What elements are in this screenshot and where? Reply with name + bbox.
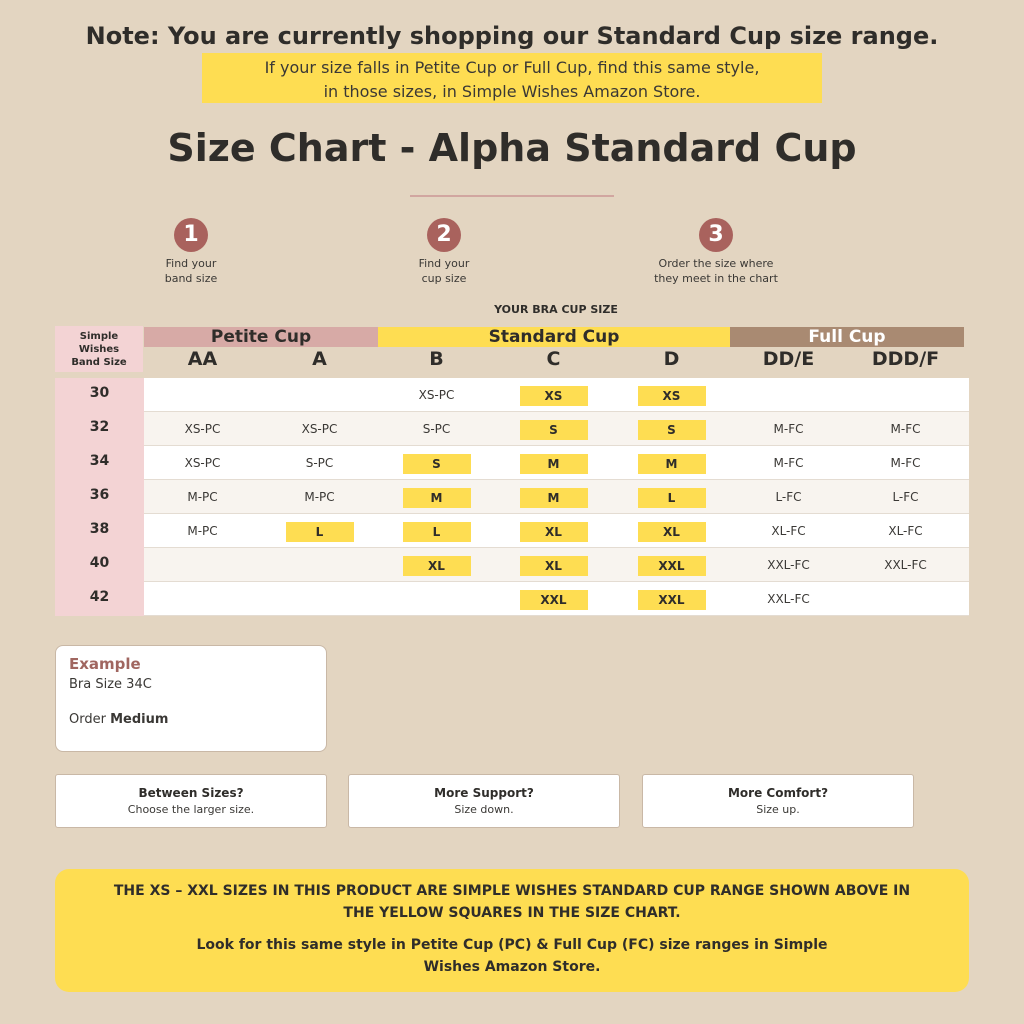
size-cell — [378, 582, 495, 616]
step-1-line2: band size — [164, 272, 218, 285]
step-1 — [111, 218, 271, 286]
size-value: M-FC — [773, 422, 804, 436]
info-banner — [55, 869, 969, 992]
column-header-b: B — [429, 348, 444, 370]
band-size-cell: 30 — [55, 378, 144, 412]
standard-size-chip: L — [286, 522, 354, 542]
size-cell — [730, 412, 847, 446]
size-cell — [144, 412, 261, 446]
table-row — [55, 514, 969, 548]
size-value: S-PC — [305, 456, 334, 470]
size-value: M-PC — [187, 524, 218, 538]
size-cell — [261, 412, 378, 446]
size-cell — [613, 514, 730, 548]
note-sub-line2: in those sizes, in Simple Wishes Amazon Store. — [323, 82, 701, 101]
step-2-number-icon: 2 — [427, 218, 461, 252]
step-1-line1: Find your — [165, 257, 217, 270]
standard-size-chip: S — [638, 420, 706, 440]
size-value: M-FC — [773, 456, 804, 470]
band-size-cell: 38 — [55, 514, 144, 548]
size-value: XS-PC — [184, 422, 221, 436]
size-cell — [847, 412, 964, 446]
standard-size-chip: XL — [638, 522, 706, 542]
size-cell — [495, 548, 612, 582]
tip-more-comfort — [642, 774, 914, 828]
size-cell — [730, 378, 847, 412]
size-cell — [495, 582, 612, 616]
size-value: XS-PC — [301, 422, 338, 436]
standard-size-chip: M — [403, 488, 471, 508]
standard-size-chip: XL — [403, 556, 471, 576]
band-size-cell: 40 — [55, 548, 144, 582]
size-cell — [613, 582, 730, 616]
column-header-ddd-f: DDD/F — [871, 348, 940, 370]
note-headline: Note: You are currently shopping our Standard Cup size range. — [85, 22, 939, 50]
standard-size-chip: XXL — [638, 556, 706, 576]
table-row — [55, 582, 969, 616]
column-header-aa: AA — [187, 348, 218, 370]
standard-size-chip: XL — [520, 556, 588, 576]
size-cell — [495, 514, 612, 548]
group-header-petite: Petite Cup — [144, 327, 378, 347]
tip-more-support-title: More Support? — [434, 786, 534, 800]
standard-size-chip: XS — [520, 386, 588, 406]
table-row — [55, 480, 969, 514]
size-cell — [144, 480, 261, 514]
size-value: XXL-FC — [767, 592, 810, 606]
band-header-line1: Simple — [79, 331, 119, 342]
step-1-number-icon: 1 — [174, 218, 208, 252]
step-3-line1: Order the size where — [658, 257, 774, 270]
size-cell — [613, 548, 730, 582]
standard-size-chip: L — [638, 488, 706, 508]
band-size-cell: 32 — [55, 412, 144, 446]
size-cell — [261, 582, 378, 616]
size-cell — [144, 378, 261, 412]
step-3 — [636, 218, 796, 286]
band-size-cell: 42 — [55, 582, 144, 616]
group-header-full: Full Cup — [730, 327, 964, 347]
size-cell — [847, 514, 964, 548]
step-1-text — [111, 256, 271, 286]
size-cell — [730, 514, 847, 548]
standard-size-chip: M — [638, 454, 706, 474]
table-row — [55, 378, 969, 412]
size-value: XS-PC — [418, 388, 455, 402]
size-cell — [144, 582, 261, 616]
standard-size-chip: S — [520, 420, 588, 440]
note-sub-line1: If your size falls in Petite Cup or Full Cup, find this same style, — [264, 58, 760, 77]
size-cell — [261, 514, 378, 548]
band-header-line2: Wishes — [78, 344, 120, 355]
band-size-cell: 34 — [55, 446, 144, 480]
band-size-cell: 36 — [55, 480, 144, 514]
size-cell — [378, 446, 495, 480]
step-2 — [364, 218, 524, 286]
example-order-prefix: Order — [69, 712, 111, 727]
size-value: M-PC — [304, 490, 335, 504]
size-value: M-FC — [890, 422, 921, 436]
size-value: XL-FC — [771, 524, 806, 538]
standard-size-chip: M — [520, 454, 588, 474]
standard-size-chip: XL — [520, 522, 588, 542]
size-cell — [378, 548, 495, 582]
tip-between-sizes — [55, 774, 327, 828]
example-order-value: Medium — [110, 712, 169, 727]
size-cell — [730, 582, 847, 616]
size-value: S-PC — [422, 422, 451, 436]
size-cell — [495, 378, 612, 412]
size-value: XXL-FC — [767, 558, 810, 572]
tip-between-sizes-title: Between Sizes? — [138, 786, 244, 800]
band-header-line3: Band Size — [71, 357, 127, 368]
size-cell — [261, 378, 378, 412]
size-cell — [730, 446, 847, 480]
size-cell — [730, 480, 847, 514]
size-value: M-PC — [187, 490, 218, 504]
size-cell — [495, 446, 612, 480]
group-header-standard: Standard Cup — [378, 327, 730, 347]
size-cell — [613, 378, 730, 412]
standard-size-chip: XXL — [638, 590, 706, 610]
standard-size-chip: L — [403, 522, 471, 542]
tip-more-support-text: Size down. — [454, 803, 514, 816]
standard-size-chip: M — [520, 488, 588, 508]
table-row — [55, 548, 969, 582]
size-cell — [613, 446, 730, 480]
note-subtext — [202, 53, 822, 103]
banner-line1: THE XS – XXL SIZES IN THIS PRODUCT ARE SIMPLE WISHES STANDARD CUP RANGE SHOWN ABOVE IN THE YELLOW SQUARES IN THE SIZE CHART. — [113, 883, 911, 921]
size-cell — [378, 480, 495, 514]
size-cell — [378, 378, 495, 412]
step-3-text — [636, 256, 796, 286]
band-size-header — [55, 326, 143, 372]
example-title: Example — [69, 655, 141, 673]
size-value: L-FC — [775, 490, 802, 504]
step-2-line2: cup size — [421, 272, 467, 285]
size-value: XL-FC — [888, 524, 923, 538]
size-cell — [847, 378, 964, 412]
example-order — [69, 712, 313, 727]
column-header-dd-e: DD/E — [762, 348, 815, 370]
size-cell — [144, 548, 261, 582]
banner-line2: Look for this same style in Petite Cup (PC) & Full Cup (FC) size ranges in Simple Wishes Amazon Store. — [196, 937, 828, 975]
tip-between-sizes-text: Choose the larger size. — [127, 803, 255, 816]
size-cell — [613, 480, 730, 514]
table-row — [55, 446, 969, 480]
size-value: L-FC — [892, 490, 919, 504]
size-cell — [730, 548, 847, 582]
size-value: XS-PC — [184, 456, 221, 470]
size-cell — [495, 412, 612, 446]
size-cell — [378, 412, 495, 446]
size-cell — [261, 480, 378, 514]
step-2-text — [364, 256, 524, 286]
size-cell — [144, 514, 261, 548]
size-value: M-FC — [890, 456, 921, 470]
example-card — [55, 645, 327, 752]
size-table — [55, 378, 969, 616]
tip-more-comfort-text: Size up. — [756, 803, 800, 816]
column-header-a: A — [312, 348, 327, 370]
column-header-c: C — [546, 348, 561, 370]
cup-size-caption: YOUR BRA CUP SIZE — [494, 303, 618, 316]
example-bra-size: Bra Size 34C — [69, 677, 152, 692]
standard-size-chip: XXL — [520, 590, 588, 610]
step-3-number-icon: 3 — [699, 218, 733, 252]
page-title: Size Chart - Alpha Standard Cup — [167, 126, 857, 170]
size-cell — [847, 548, 964, 582]
size-cell — [847, 582, 964, 616]
size-cell — [261, 548, 378, 582]
title-divider — [410, 195, 614, 197]
tip-more-support — [348, 774, 620, 828]
size-value: XXL-FC — [884, 558, 927, 572]
tip-more-comfort-title: More Comfort? — [727, 786, 829, 800]
standard-size-chip: S — [403, 454, 471, 474]
table-row — [55, 412, 969, 446]
size-cell — [378, 514, 495, 548]
size-cell — [261, 446, 378, 480]
size-cell — [847, 446, 964, 480]
column-header-d: D — [663, 348, 680, 370]
size-cell — [495, 480, 612, 514]
step-3-line2: they meet in the chart — [654, 272, 778, 285]
size-cell — [847, 480, 964, 514]
size-cell — [613, 412, 730, 446]
step-2-line1: Find your — [418, 257, 470, 270]
standard-size-chip: XS — [638, 386, 706, 406]
size-cell — [144, 446, 261, 480]
